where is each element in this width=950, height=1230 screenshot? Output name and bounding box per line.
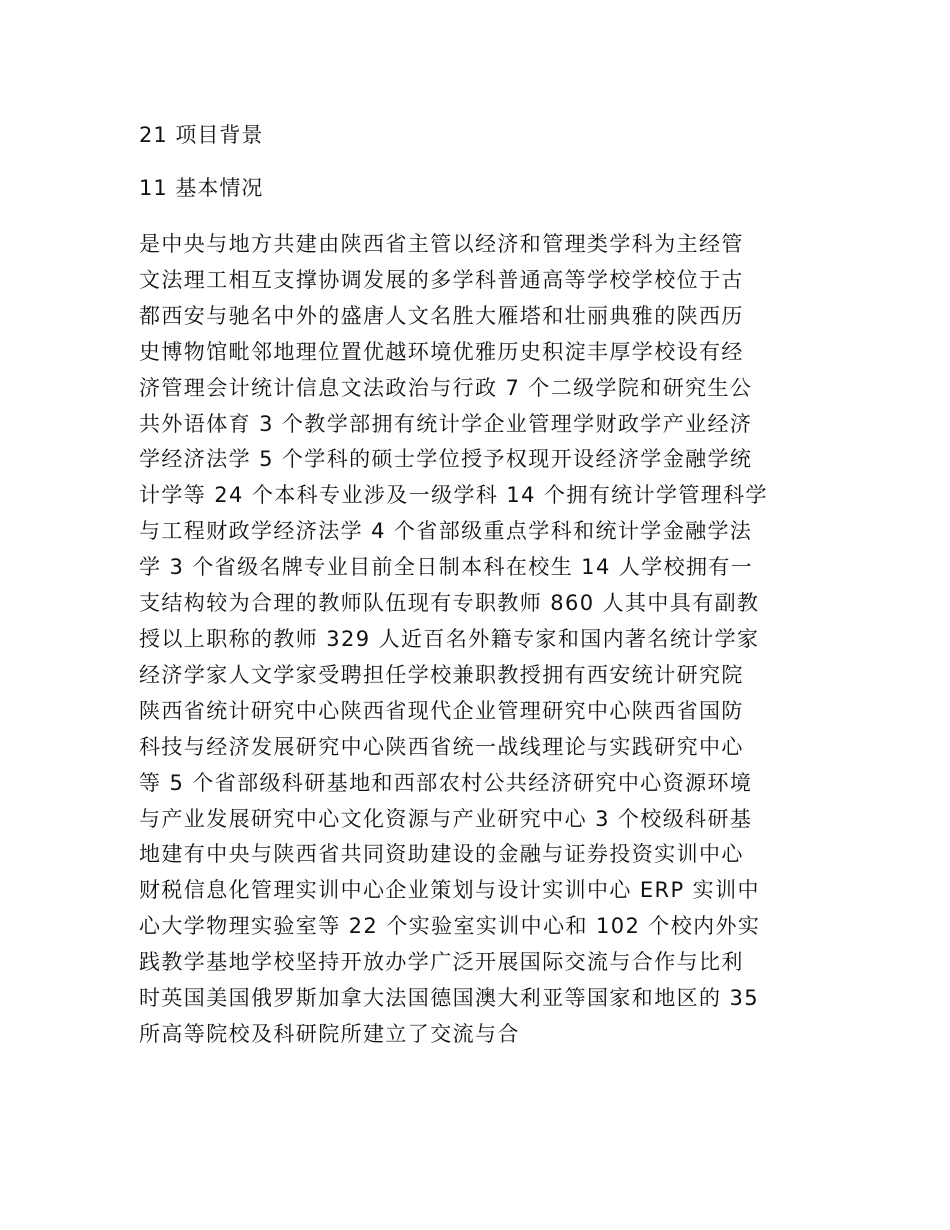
paragraph-line: 陕西省统计研究中心陕西省现代企业管理研究中心陕西省国防 — [139, 698, 744, 723]
paragraph-line: 授以上职称的教师 329 人近百名外籍专家和国内著名统计学家 — [139, 626, 760, 651]
paragraph-line: 时英国美国俄罗斯加拿大法国德国澳大利亚等国家和地区的 35 — [139, 986, 759, 1011]
paragraph-line: 学 3 个省级名牌专业目前全日制本科在校生 14 人学校拥有一 — [139, 555, 754, 580]
section-heading-basic-situation: 11 基本情况 — [139, 176, 264, 200]
paragraph-line: 都西安与驰名中外的盛唐人文名胜大雁塔和壮丽典雅的陕西历 — [139, 303, 744, 328]
paragraph-line: 地建有中央与陕西省共同资助建设的金融与证券投资实训中心 — [139, 842, 744, 867]
paragraph-line: 文法理工相互支撑协调发展的多学科普通高等学校学校位于古 — [139, 267, 744, 292]
paragraph-line: 等 5 个省部级科研基地和西部农村公共经济研究中心资源环境 — [139, 770, 753, 795]
paragraph-line: 济管理会计统计信息文法政治与行政 7 个二级学院和研究生公 — [139, 375, 753, 400]
paragraph-line: 财税信息化管理实训中心企业策划与设计实训中心 ERP 实训中 — [139, 878, 760, 903]
body-paragraph — [139, 227, 819, 1053]
paragraph-line: 学经济法学 5 个学科的硕士学位授予权现开设经济学金融学统 — [139, 447, 753, 472]
paragraph-line: 经济学家人文学家受聘担任学校兼职教授拥有西安统计研究院 — [139, 662, 744, 687]
section-heading-project-background: 21 项目背景 — [139, 123, 264, 147]
paragraph-line: 计学等 24 个本科专业涉及一级学科 14 个拥有统计学管理科学 — [139, 483, 768, 508]
paragraph-line: 与产业发展研究中心文化资源与产业研究中心 3 个校级科研基 — [139, 806, 753, 831]
paragraph-line: 践教学基地学校坚持开放办学广泛开展国际交流与合作与比利 — [139, 950, 744, 975]
paragraph-line: 共外语体育 3 个教学部拥有统计学企业管理学财政学产业经济 — [139, 411, 753, 436]
paragraph-line: 支结构较为合理的教师队伍现有专职教师 860 人其中具有副教 — [139, 591, 760, 616]
paragraph-line: 是中央与地方共建由陕西省主管以经济和管理类学科为主经管 — [139, 232, 744, 256]
paragraph-line: 科技与经济发展研究中心陕西省统一战线理论与实践研究中心 — [139, 734, 744, 759]
paragraph-line: 心大学物理实验室等 22 个实验室实训中心和 102 个校内外实 — [139, 914, 761, 939]
document-page — [139, 113, 819, 1053]
paragraph-line: 所高等院校及科研院所建立了交流与合 — [139, 1021, 520, 1046]
paragraph-line: 史博物馆毗邻地理位置优越环境优雅历史积淀丰厚学校设有经 — [139, 339, 744, 364]
paragraph-line: 与工程财政学经济法学 4 个省部级重点学科和统计学金融学法 — [139, 519, 753, 544]
